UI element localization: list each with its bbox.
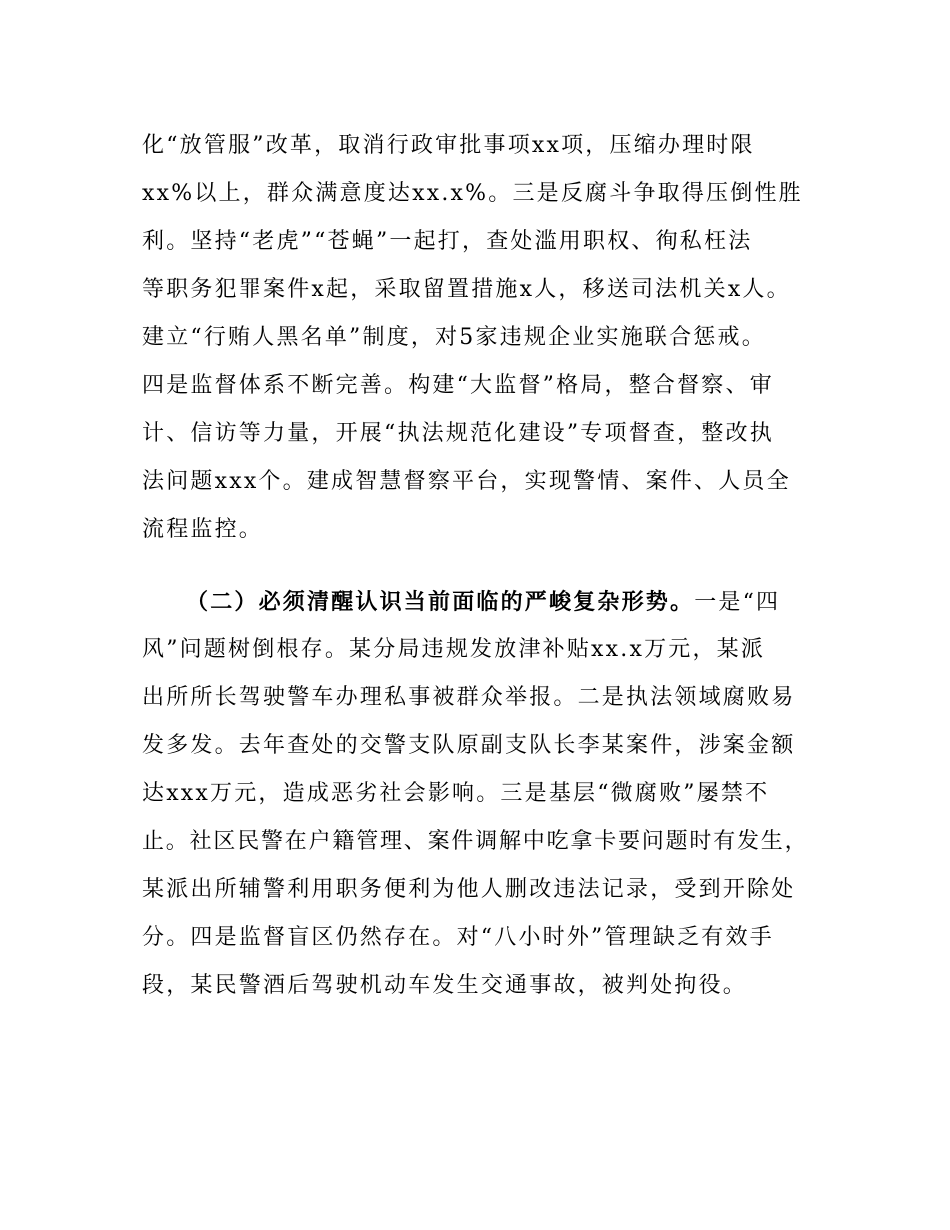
text-line: 达xxx万元，造成恶劣社会影响。三是基层“微腐败”屡禁不: [142, 781, 770, 806]
text-line: 法问题xxx个。建成智慧督察平台，实现警情、案件、人员全: [142, 469, 791, 494]
text-line: 发多发。去年查处的交警支队原副支队长李某案件，涉案金额: [142, 733, 796, 758]
heading-trailing-text: 一是“四: [694, 590, 781, 615]
text-line: 分。四是监督盲区仍然存在。对“八小时外”管理缺乏有效手: [142, 925, 774, 950]
text-line: 四是监督体系不断完善。构建“大监督”格局，整合督察、审: [142, 373, 774, 398]
text-line: 止。社区民警在户籍管理、案件调解中吃拿卡要问题时有发生，: [142, 829, 809, 854]
text-line: 风”问题树倒根存。某分局违规发放津补贴xx.x万元，某派: [142, 637, 766, 662]
text-line: 流程监控。: [142, 517, 264, 542]
text-line: 化“放管服”改革，取消行政审批事项xx项，压缩办理时限: [142, 133, 755, 158]
section-heading: （二）必须清醒认识当前面临的严峻复杂形势。: [186, 589, 695, 615]
text-line: 建立“行贿人黑名单”制度，对5家违规企业实施联合惩戒。: [142, 325, 766, 350]
text-line-first: [142, 578, 812, 626]
text-line: xx%以上，群众满意度达xx.x%。三是反腐斗争取得压倒性胜: [142, 181, 803, 206]
document-page: [142, 122, 812, 1010]
paragraph-achievements: [142, 122, 812, 554]
text-line: 某派出所辅警利用职务便利为他人删改违法记录，受到开除处: [142, 877, 796, 902]
text-line: 利。坚持“老虎”“苍蝇”一起打，查处滥用职权、徇私枉法: [142, 229, 753, 254]
text-line: 段，某民警酒后驾驶机动车发生交通事故，被判处拘役。: [142, 973, 748, 998]
text-line: 计、信访等力量，开展“执法规范化建设”专项督查，整改执: [142, 421, 774, 446]
text-line: 等职务犯罪案件x起，采取留置措施x人，移送司法机关x人。: [142, 277, 791, 302]
text-line: 出所所长驾驶警车办理私事被群众举报。二是执法领域腐败易: [142, 685, 796, 710]
paragraph-situation: [142, 578, 812, 1010]
paragraph-gap: [142, 554, 812, 578]
